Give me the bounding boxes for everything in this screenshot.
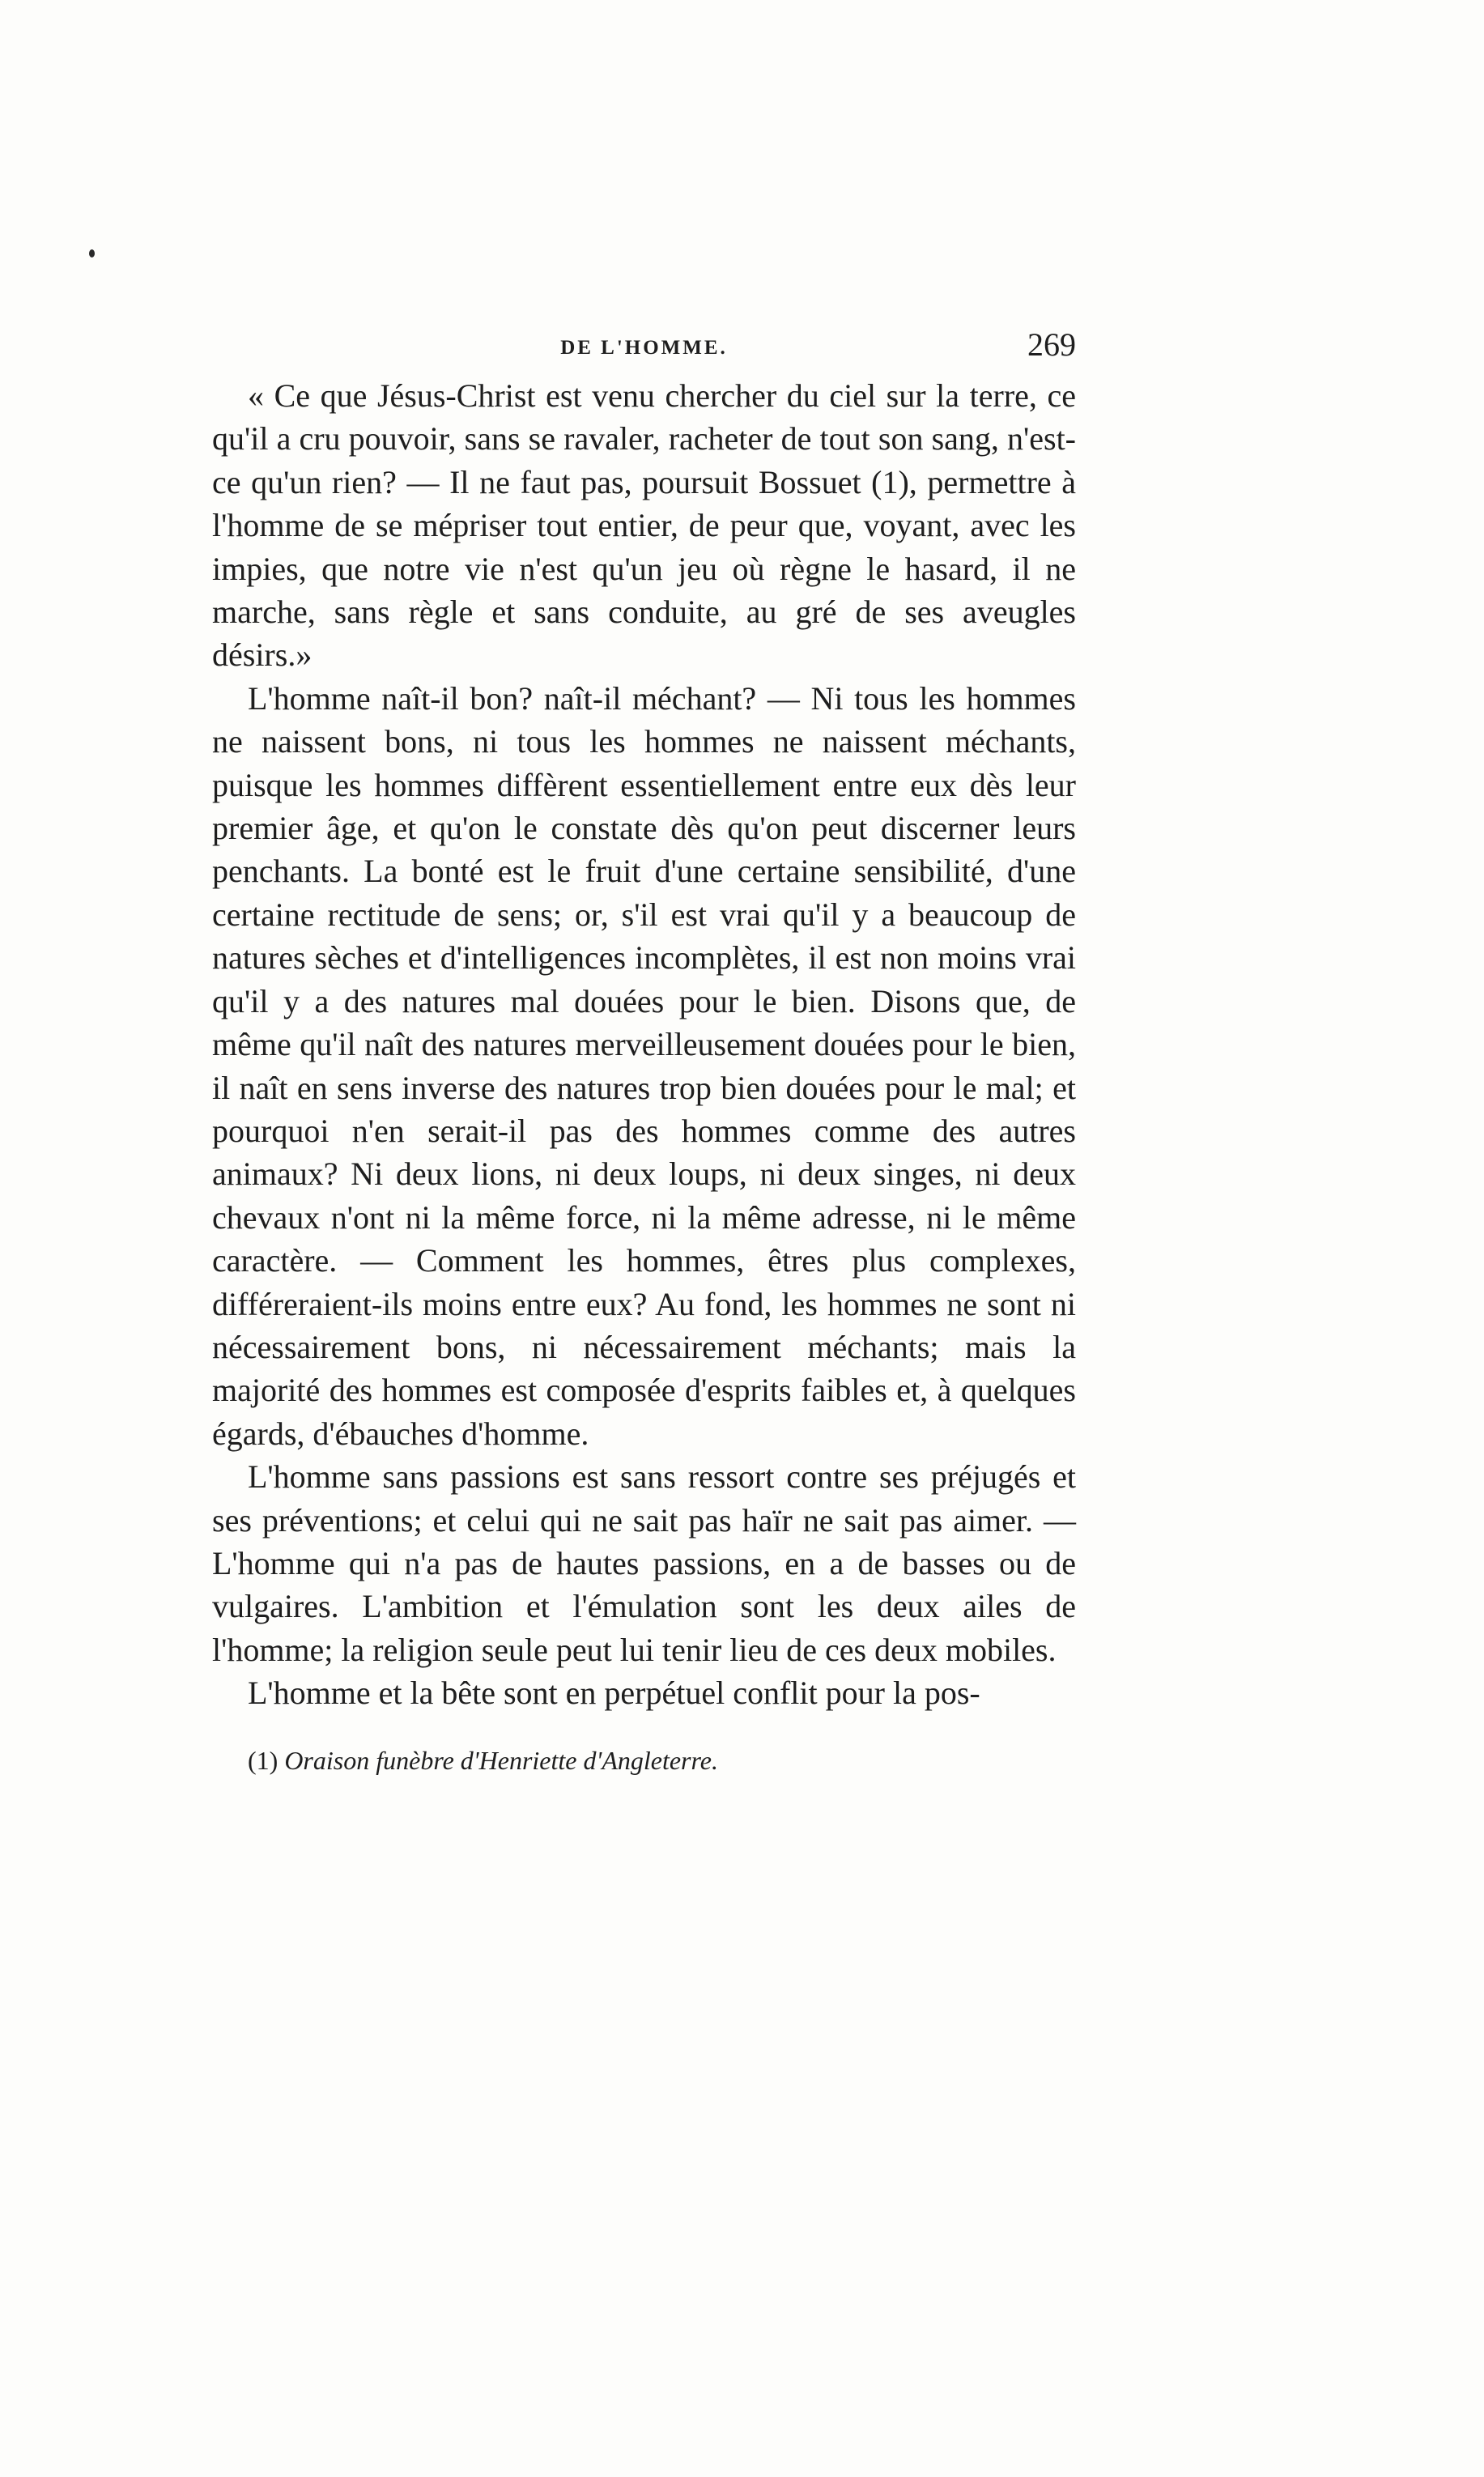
paragraph: « Ce que Jésus-Christ est venu chercher du ciel sur la terre, ce qu'il a cru pouvoir, sans se ravaler, racheter de tout son sang, n'est-ce qu'un rien? — Il ne faut pas, poursuit Bossuet (1), permettre à l'homme de se mépriser tout entier, de peur que, voyant, avec les impies, que notre vie n'est qu'un jeu où règne le hasard, il ne marche, sans règle et sans conduite, au gré de ses aveugles désirs.»: [212, 377, 1076, 674]
running-head: DE L'HOMME.: [560, 337, 728, 359]
paragraph: L'homme naît-il bon? naît-il méchant? — Ni tous les hommes ne naissent bons, ni tous les hommes ne naissent méchants, puisque les hommes diffèrent essentiellement entre eux dès leur premier âge, et qu'on le constate dès qu'on peut discerner leurs penchants. La bonté est le fruit d'une certaine sensibilité, d'une certaine rectitude de sens; or, s'il est vrai qu'il y a beaucoup de natures sèches et d'intelligences incomplètes, il est non moins vrai qu'il y a des natures mal douées pour le bien. Disons que, de même qu'il naît des natures merveilleusement douées pour le bien, il naît en sens inverse des natures trop bien douées pour le mal; et pourquoi n'en serait-il pas des hommes comme des autres animaux? Ni deux lions, ni deux loups, ni deux singes, ni deux chevaux n'ont ni la même force, ni la même adresse, ni le même caractère. — Comment les hommes, êtres plus complexes, différeraient-ils moins entre eux? Au fond, les hommes ne sont ni nécessairement bons, ni nécessairement méchants; mais la majorité des hommes est composée d'esprits faibles et, à quelques égards, d'ébauches d'homme.: [212, 679, 1076, 1452]
footnote-title: Oraison funèbre d'Henriette d'Angleterre.: [284, 1745, 718, 1775]
paragraph: L'homme et la bête sont en perpétuel conflit pour la pos-: [248, 1675, 980, 1712]
footnote: [212, 1744, 1076, 1777]
page-number: 269: [1027, 326, 1076, 363]
page-header: [212, 322, 1076, 371]
paragraph: L'homme sans passions est sans ressort contre ses préjugés et ses préventions; et celui qui ne sait pas haïr ne sait pas aimer. — L'homme qui n'a pas de hautes passions, en a de basses ou de vulgaires. L'ambition et l'émulation sont les deux ailes de l'homme; la religion seule peut lui tenir lieu de ces deux mobiles.: [212, 1458, 1076, 1668]
book-page: [212, 322, 1076, 1777]
footnote-spacer: [212, 1715, 1076, 1744]
ink-speck: [89, 249, 95, 257]
body-text: [212, 374, 1076, 1715]
footnote-marker: (1): [248, 1745, 279, 1775]
